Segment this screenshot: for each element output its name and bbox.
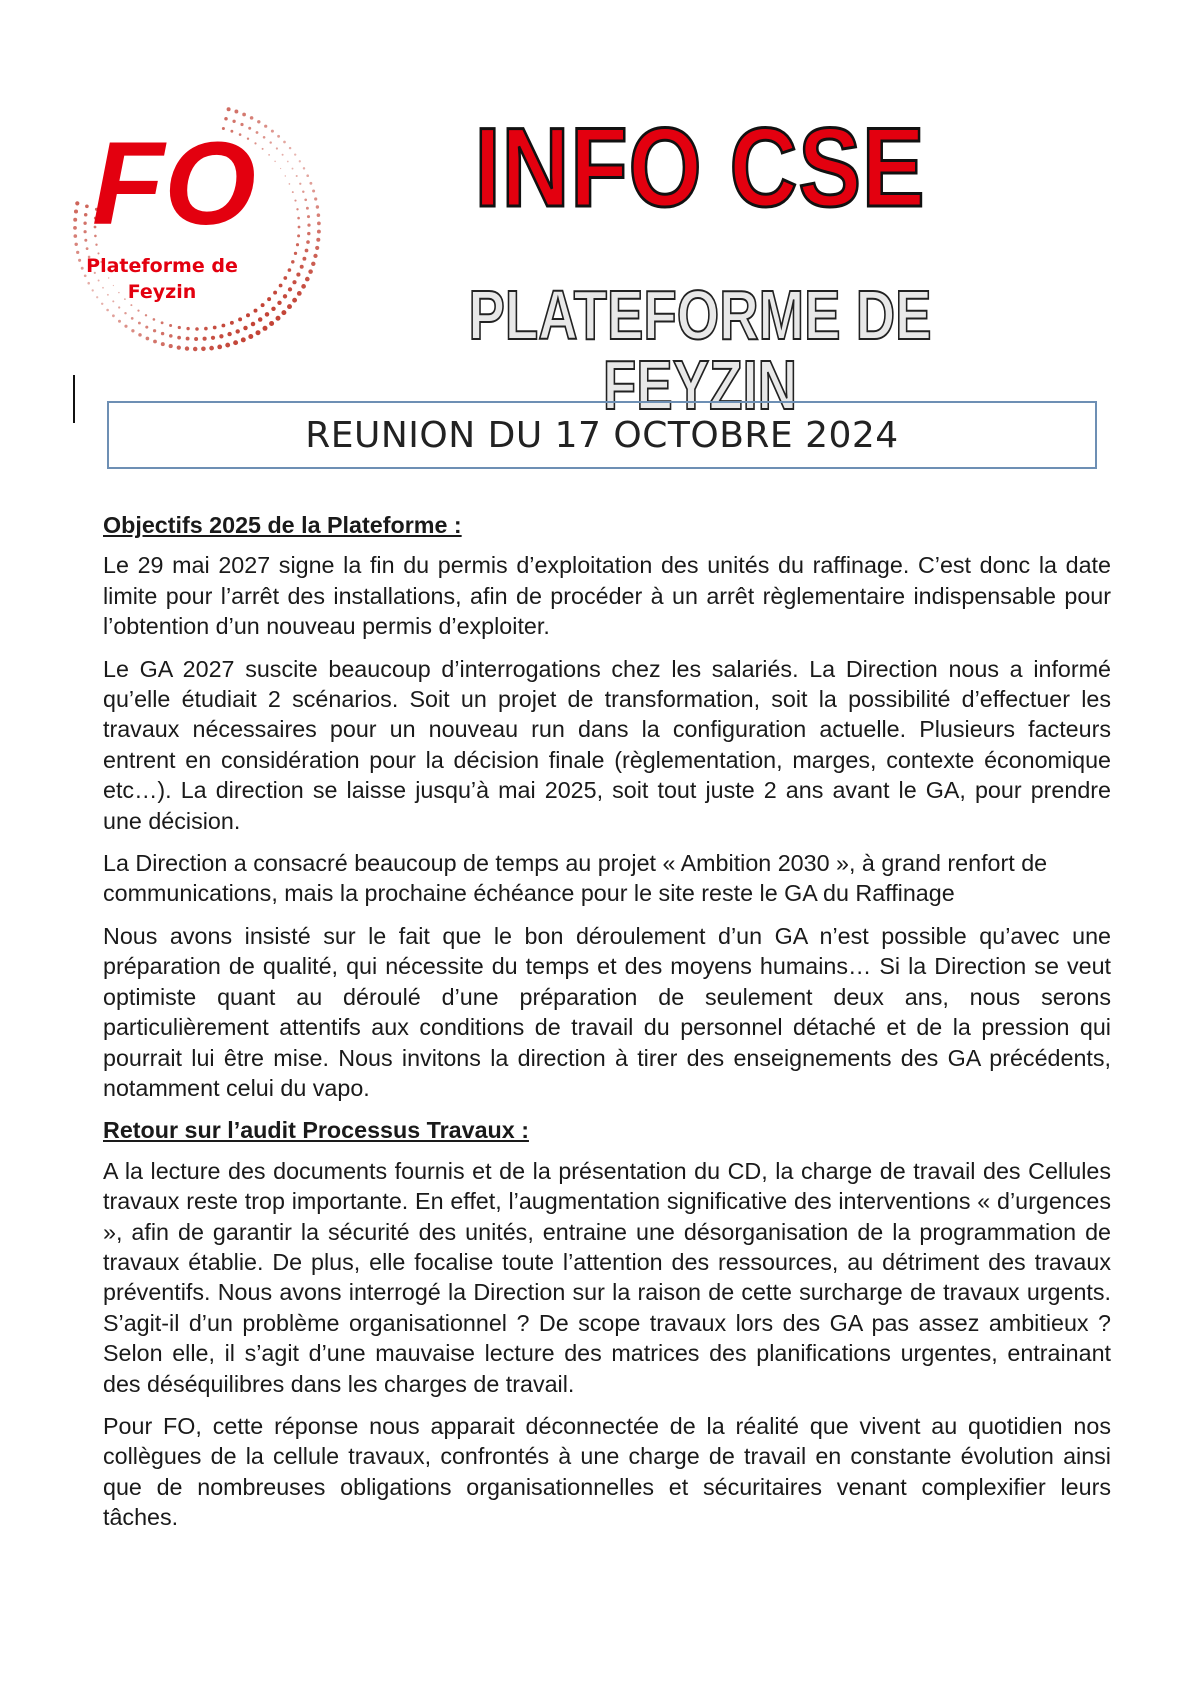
logo-dot [276,316,281,321]
logo-dot [316,238,320,242]
paragraph: Pour FO, cette réponse nous apparait déconnectée de la réalité que vivent au quotidien nos collègues de la cellule travaux, confrontés à une charge de travail en constante évolution ainsi que de nombreuses obligations organisationnelles et sécuritaires venant complexifier leurs tâches. [103,1412,1111,1531]
logo-dot [296,175,298,177]
logo-dot [268,154,270,156]
meeting-date-box [107,401,1097,469]
logo-dot [292,298,297,303]
logo-dot [145,314,147,316]
logo-dot [300,265,304,269]
logo-dot [113,285,114,286]
logo-dot [261,303,265,307]
logo-dot [108,277,109,278]
logo-dot [138,333,142,337]
logo-dot [84,239,87,242]
logo-dot [263,136,266,139]
logo-dot [242,113,246,117]
document-body [103,510,1111,1545]
logo-dot [102,287,104,289]
logo-dot [274,161,275,162]
logo-dot [221,324,225,328]
logo-dot [302,190,304,192]
logo-dot [203,337,207,341]
logo-dot [169,324,172,327]
logo-dot [193,347,197,351]
logo-dot [146,337,150,341]
paragraph: Le 29 mai 2027 signe la fin du permis d’exploitation des unités du raffinage. C’est donc la date limite pour l’arrêt des installations, afin de procéder à un arrêt règlementaire indispensable pour l’obtention d’un nouveau permis d’exploiter. [103,552,1111,640]
fo-logo [62,92,332,362]
logo-dot [213,326,217,330]
logo-dot [258,317,263,322]
logo-dot [269,321,274,326]
logo-dot [297,217,300,220]
logo-dot [307,215,310,218]
vertical-bar-mark [73,375,75,423]
logo-dot [281,310,286,315]
section-heading-objectifs: Objectifs 2025 de la Plateforme : [103,512,462,538]
logo-dot [262,148,264,150]
logo-dot [124,298,126,300]
logo-dot [161,321,164,324]
logo-dot [314,197,317,200]
logo-dot [254,309,258,313]
logo-dot [219,334,223,338]
logo-dot [308,269,313,274]
logo-dot [118,320,121,323]
logo-caption-line1: Plateforme de [86,255,238,277]
logo-dot [276,147,278,149]
logo-dot [195,327,199,331]
logo-dot [85,204,89,208]
logo-dot [283,294,287,298]
logo-dot [92,289,94,291]
logo-dot [294,252,297,255]
logo-dot [297,291,302,296]
logo-dot [271,130,274,133]
logo-dot [305,249,309,253]
logo-dot [227,107,231,111]
logo-dot [194,337,198,341]
logo-dot [277,135,280,138]
logo-dot [225,343,230,348]
logo-dot [74,209,78,213]
logo-dot [107,294,109,296]
logo-dot [86,247,89,250]
logo-dot [299,160,301,162]
logo-dot [124,325,127,328]
logo-dot [153,318,156,321]
page-subtitle: PLATEFORME DE FEYZIN [468,276,932,424]
logo-dot [177,345,181,349]
logo-dot [306,207,309,210]
logo-dot [309,182,312,185]
logo-dot [283,141,286,144]
fo-logo-graphic [62,92,332,362]
logo-dot [234,110,238,114]
logo-dot [81,267,84,270]
logo-dot [138,322,141,325]
logo-dot [243,326,247,330]
logo-dot [306,240,310,244]
logo-dot [297,234,300,237]
logo-dot [256,330,261,335]
logo-dot [178,326,181,329]
logo-dot [296,273,300,277]
logo-dot [313,254,317,258]
logo-dot [233,340,238,345]
logo-dot [294,200,296,202]
logo-dot [291,260,294,263]
logo-dot [289,147,291,149]
paragraph: Le GA 2027 suscite beaucoup d’interrogations chez les salariés. La Direction nous a informé qu’elle étudiait 2 scénarios. Soit un projet de transformation, soit la possibilité d’effectuer les travaux nécessaires pour un nouveau run dans la configuration actuelle. Plusieurs facteurs entrent en considération pour la décision finale (règlementation, marges, contexte économique etc…). La direction se laisse jusqu’à mai 2025, soit tout juste 2 ans avant le GA, pour prendre une décision. [103,655,1111,834]
logo-dot [311,262,315,266]
logo-dot [112,314,115,317]
logo-dot [280,168,281,169]
logo-dot [235,329,239,333]
page-title: INFO CSE [474,105,926,230]
logo-dot [131,329,134,332]
logo-dot [186,327,189,330]
logo-dot [161,332,164,335]
logo-dot [177,336,181,340]
logo-dot [169,334,173,338]
logo-dot [273,291,277,295]
logo-dot [304,198,307,201]
logo-dot [270,141,272,143]
logo-dot [161,342,165,346]
logo-dot [84,230,87,233]
logo-dot [96,296,98,298]
logo-dot [264,125,267,128]
logo-dot [74,234,78,238]
logo-dot [277,301,281,305]
logo-dot [312,189,315,192]
logo-dot [204,327,208,331]
logo-dot [137,310,139,312]
logo-dot [185,346,189,350]
logo-dot [169,344,173,348]
logo-dot [186,337,190,341]
logo-dot [307,223,310,226]
logo-dot [287,161,289,163]
logo-dot [118,292,119,293]
logo-dot [283,276,287,280]
logo-dot [76,251,79,254]
logo-dot [211,336,215,340]
logo-dot [294,153,296,155]
logo-dot [307,232,310,235]
logo-dot [251,322,256,327]
logo-dot [201,347,206,352]
logo-dot [267,297,271,301]
logo-dot [303,167,305,169]
logo-dot [84,213,88,217]
logo-dot [227,332,231,336]
logo-dot [112,300,114,302]
logo-dot [296,243,299,246]
logo-dot [87,282,90,285]
logo-dot [301,284,306,289]
logo-dot [75,201,79,205]
logo-dot [282,154,284,156]
logo-dot [230,321,234,325]
logo-dot [124,312,126,314]
paragraph: La Direction a consacré beaucoup de temps au projet « Ambition 2030 », à grand renfort de communications, mais la prochaine échéance pour le site reste le GA du Raffinage [103,850,1048,907]
logo-dot [98,280,100,282]
logo-dot [153,329,156,332]
logo-dot [292,191,294,193]
logo-dot [238,317,242,321]
logo-dot [101,303,103,305]
section-heading-audit: Retour sur l’audit Processus Travaux : [103,1117,529,1144]
logo-dot [256,131,259,134]
meeting-date-label: REUNION DU 17 OCTOBRE 2024 [305,414,899,456]
logo-dot [302,257,306,261]
logo-dot [153,340,157,344]
logo-dot [271,307,275,311]
logo-dot [145,326,148,329]
logo-dot [248,334,253,339]
logo-dot [306,174,309,177]
logo-dot [289,183,291,185]
logo-dot [279,284,283,288]
logo-dot [74,243,77,246]
logo-dot [292,280,296,284]
logo-dot [288,268,292,272]
paragraph: A la lecture des documents fournis et de la présentation du CD, la charge de travail des Cellules travaux reste trop importante. En effet, l’augmentation significative des interventions « d’urgences », afin de garantir la sécurité des unités, entraine une désorganisation de la programmation de travaux établie. De plus, elle focalise toute l’attention des ressources, au détriment des travaux préventifs. Nous avons interrogé la Direction sur la raison de cette surcharge de travaux urgents. S’agit-il d’un problème organisationnel ? De scope travaux lors des GA pas assez ambitieux ? Selon elle, il s’agit d’une mauvaise lecture des matrices des planifications urgentes, entrainant des déséquilibres dans les charges de travail. [103,1157,1111,1397]
logo-dot [288,287,292,291]
logo-dot [305,277,310,282]
logo-dot [209,346,214,351]
logo-caption-line2: Feyzin [127,281,197,303]
logo-dot [83,222,86,225]
logo-dot [78,259,81,262]
logo-dot [265,312,270,317]
logo-dot [315,246,319,250]
logo-dot [106,309,109,312]
paragraph: Nous avons insisté sur le fait que le bon déroulement d’un GA n’est possible qu’avec une préparation de qualité, qui nécessite du temps et des moyens humains… Si la Direction se veut optimiste quant au déroulé d’une préparation de seulement deux ans, nous serons particulièrement attentifs aux conditions de travail du personnel détaché et de la pression qui pourrait lui être mise. Nous invitons la direction à tirer des enseignements des GA précédents, notamment celui du vapo. [103,922,1111,1101]
logo-dot [241,337,246,342]
logo-dot [73,218,77,222]
logo-dot [316,205,319,208]
logo-dot [73,226,77,230]
logo-dot [298,226,301,229]
logo-dot [296,208,298,210]
logo-dot [317,213,321,217]
logo-dot [287,304,292,309]
logo-dot [131,317,134,320]
logo-dot [246,313,250,317]
logo-mark: FO [92,118,256,250]
logo-dot [292,168,294,170]
logo-dot [130,304,132,306]
logo-dot [217,345,222,350]
logo-dot [317,222,321,226]
logo-dot [317,230,321,234]
logo-dot [285,175,286,176]
logo-dot [263,326,268,331]
logo-dot [118,306,120,308]
logo-dot [257,120,260,123]
logo-dot [299,183,301,185]
